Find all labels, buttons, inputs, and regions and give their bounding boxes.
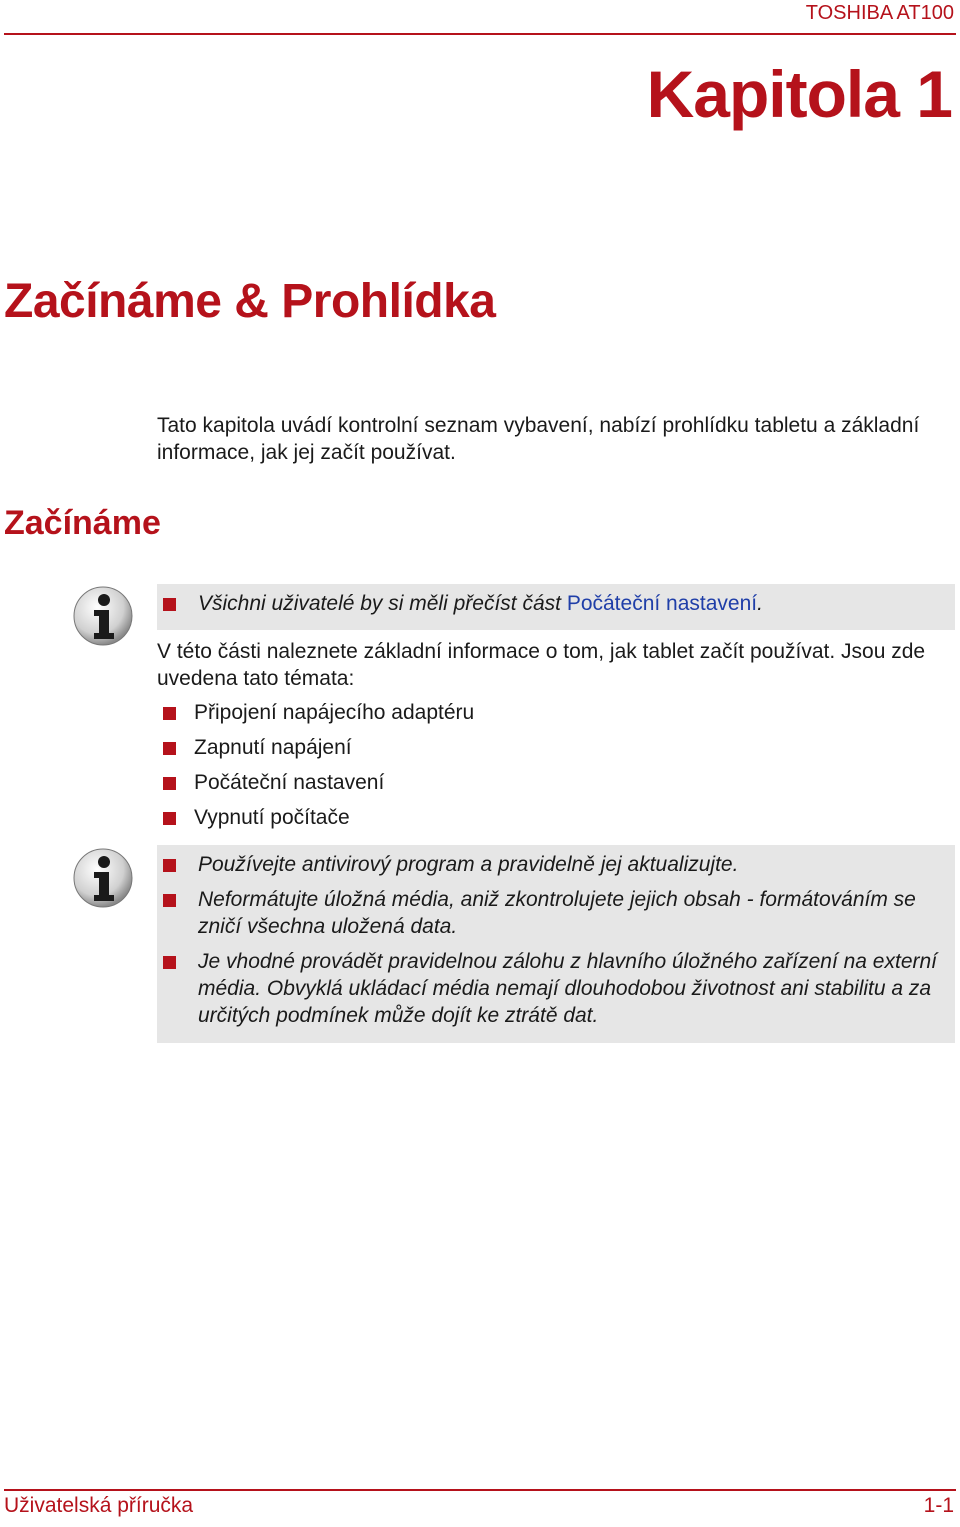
note-item bbox=[157, 886, 952, 940]
note-text: Používejte antivirový program a pravidelně jej aktualizujte. bbox=[198, 853, 739, 876]
note-box bbox=[157, 584, 955, 630]
note-item bbox=[157, 948, 952, 1029]
list-item bbox=[157, 803, 937, 838]
subsection-title: Začínáme bbox=[4, 504, 161, 542]
bullet-square-icon bbox=[163, 859, 176, 872]
page-number: 1-1 bbox=[923, 1494, 954, 1517]
list-item bbox=[157, 733, 937, 768]
note-text: Všichni uživatelé by si měli přečíst část bbox=[198, 592, 567, 615]
bullet-square-icon bbox=[163, 707, 176, 720]
note-text-end: . bbox=[757, 592, 763, 615]
topics-intro: V této části naleznete základní informace o tom, jak tablet začít používat. Jsou zde uvedena tato témata: bbox=[157, 640, 926, 690]
list-item-label: Zapnutí napájení bbox=[194, 736, 352, 759]
bullet-square-icon bbox=[163, 598, 176, 611]
bullet-square-icon bbox=[163, 894, 176, 907]
list-item bbox=[157, 768, 937, 803]
note-text: Neformátujte úložná média, aniž zkontrolujete jejich obsah - formátováním se zničí všechna uložená data. bbox=[198, 888, 916, 938]
link-initial-setup[interactable]: Počáteční nastavení bbox=[566, 592, 758, 615]
bullet-square-icon bbox=[163, 956, 176, 969]
bullet-square-icon bbox=[163, 812, 176, 825]
footer-rule bbox=[4, 1489, 956, 1491]
topics-list bbox=[157, 698, 937, 838]
running-header: TOSHIBA AT100 bbox=[805, 2, 954, 24]
list-item-label: Počáteční nastavení bbox=[194, 771, 385, 794]
section-title: Začínáme & Prohlídka bbox=[4, 275, 496, 328]
info-icon bbox=[72, 585, 134, 647]
header-rule bbox=[4, 33, 956, 35]
list-item bbox=[157, 698, 937, 733]
info-icon bbox=[72, 847, 134, 909]
footer-manual-title: Uživatelská příručka bbox=[4, 1494, 194, 1517]
bullet-square-icon bbox=[163, 742, 176, 755]
note-text: Je vhodné provádět pravidelnou zálohu z hlavního úložného zařízení na externí média. Obvyklá ukládací média nemají dlouhodobou životnost ani stabilitu a za určitých podmínek může dojít ke ztrátě dat. bbox=[198, 950, 937, 1027]
note-box bbox=[157, 845, 955, 1043]
list-item-label: Připojení napájecího adaptéru bbox=[194, 701, 475, 724]
list-item-label: Vypnutí počítače bbox=[194, 806, 350, 829]
note-item bbox=[157, 851, 952, 878]
intro-paragraph: Tato kapitola uvádí kontrolní seznam vybavení, nabízí prohlídku tabletu a základní informace, jak jej začít používat. bbox=[157, 414, 920, 464]
chapter-title: Kapitola 1 bbox=[646, 57, 952, 131]
bullet-square-icon bbox=[163, 777, 176, 790]
note-item bbox=[157, 590, 763, 617]
